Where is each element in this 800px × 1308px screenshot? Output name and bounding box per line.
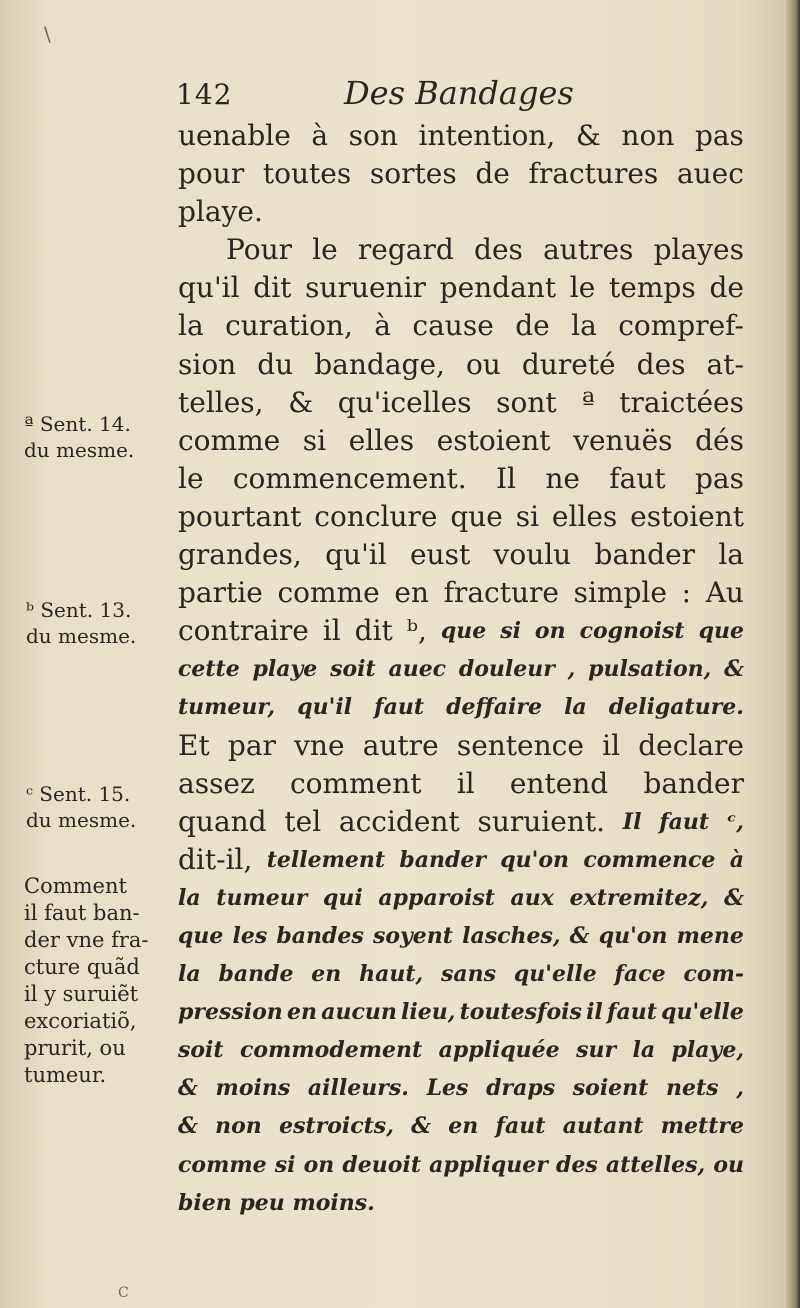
text-line bbox=[178, 612, 744, 650]
word: le bbox=[569, 271, 596, 305]
word: lieu, bbox=[401, 999, 456, 1026]
word: & bbox=[411, 1113, 431, 1140]
word: face bbox=[614, 961, 666, 988]
word: deuoit bbox=[342, 1151, 421, 1178]
word: non bbox=[215, 1113, 262, 1140]
word: qu'on bbox=[598, 922, 668, 949]
word: Les bbox=[426, 1075, 469, 1102]
body-text bbox=[178, 117, 744, 1222]
word: on bbox=[534, 618, 566, 645]
word: entend bbox=[509, 766, 609, 800]
word: dit bbox=[253, 271, 292, 305]
text-line bbox=[178, 155, 744, 193]
word: à bbox=[729, 846, 744, 873]
word: si bbox=[515, 499, 540, 533]
text-line bbox=[178, 117, 744, 155]
word: Et bbox=[178, 728, 210, 762]
text-line bbox=[178, 346, 744, 384]
word: regard bbox=[357, 233, 454, 267]
margin-note-line: ª Sent. 14. bbox=[24, 412, 131, 436]
word: autre bbox=[362, 728, 439, 762]
word: ou bbox=[713, 1151, 744, 1178]
text-line bbox=[178, 1069, 744, 1107]
word: soient bbox=[572, 1075, 649, 1102]
word: des bbox=[474, 233, 523, 267]
word: Il bbox=[622, 808, 642, 835]
word: intention, bbox=[418, 119, 556, 152]
word: pendant bbox=[439, 271, 557, 305]
word: les bbox=[232, 922, 268, 949]
word: haut, bbox=[359, 961, 424, 988]
word: pression bbox=[178, 999, 283, 1026]
word: lasches, bbox=[462, 922, 561, 949]
word: ou bbox=[465, 347, 501, 381]
word: tel bbox=[284, 804, 322, 838]
word: elles bbox=[551, 499, 618, 533]
word: sans bbox=[441, 961, 497, 988]
word: cognoist bbox=[579, 618, 685, 645]
word: & bbox=[178, 1113, 198, 1140]
word: : bbox=[681, 576, 692, 610]
word: Au bbox=[705, 576, 744, 610]
word: vne bbox=[294, 728, 345, 762]
word: qu'il bbox=[297, 694, 353, 721]
word: il bbox=[602, 728, 621, 762]
text-line bbox=[178, 269, 744, 307]
word: , bbox=[736, 1075, 744, 1102]
word: qu'on bbox=[500, 846, 570, 873]
word: simple bbox=[573, 576, 667, 610]
word: moins bbox=[215, 1075, 291, 1102]
margin-mark-bottom: C bbox=[118, 1285, 129, 1301]
word: estoient bbox=[630, 499, 744, 533]
word: en bbox=[394, 576, 429, 610]
word: qu'il bbox=[325, 538, 387, 572]
word: cause bbox=[412, 309, 494, 343]
margin-note-line: il y suruiẽt bbox=[24, 982, 139, 1006]
word: pulsation, bbox=[588, 656, 712, 683]
word: traictées bbox=[619, 385, 744, 419]
text-line bbox=[178, 841, 744, 879]
word: on bbox=[303, 1151, 335, 1178]
word: faut bbox=[609, 461, 666, 495]
text-line bbox=[178, 650, 744, 688]
word: grandes, bbox=[178, 538, 302, 572]
text-line bbox=[178, 803, 744, 841]
word: la bbox=[718, 538, 744, 572]
word: il bbox=[322, 614, 341, 648]
word: si bbox=[500, 618, 521, 645]
page-edge bbox=[786, 0, 800, 1308]
word: & bbox=[569, 922, 590, 949]
word: bande bbox=[218, 961, 294, 988]
text-line bbox=[178, 1107, 744, 1145]
word: pour bbox=[178, 157, 245, 191]
word: sont bbox=[496, 385, 557, 419]
word: de bbox=[515, 309, 550, 343]
word: playe, bbox=[671, 1037, 744, 1064]
word: des bbox=[555, 1151, 598, 1178]
word: qui bbox=[323, 884, 363, 911]
word: contraire bbox=[178, 614, 309, 648]
word: comme bbox=[178, 423, 281, 457]
word: soit bbox=[178, 1037, 224, 1064]
margin-note-summary bbox=[24, 873, 149, 1089]
word: par bbox=[227, 728, 276, 762]
text-line bbox=[178, 1031, 744, 1069]
margin-note-line: cture quãd bbox=[24, 955, 140, 979]
text-line bbox=[178, 1146, 744, 1184]
text-line bbox=[178, 193, 744, 231]
word: si bbox=[274, 1151, 296, 1178]
word: deligature. bbox=[608, 694, 744, 721]
word: de bbox=[475, 157, 510, 191]
word: com- bbox=[683, 961, 744, 988]
word: douleur bbox=[458, 656, 555, 683]
text-line bbox=[178, 536, 744, 574]
word: fracture bbox=[443, 576, 559, 610]
word: la bbox=[564, 694, 587, 721]
word: partie bbox=[178, 576, 263, 610]
text-line bbox=[178, 384, 744, 422]
word: moins. bbox=[292, 1189, 375, 1216]
margin-note-line: ᵇ Sent. 13. bbox=[26, 598, 132, 622]
word: commodement bbox=[240, 1037, 423, 1064]
margin-note-line: du mesme. bbox=[26, 808, 137, 832]
word: de bbox=[709, 271, 744, 305]
word: bandage, bbox=[314, 347, 445, 381]
word: extremitez, bbox=[569, 884, 709, 911]
word: en bbox=[286, 999, 317, 1026]
word: appliquée bbox=[438, 1037, 560, 1064]
margin-note-c bbox=[26, 781, 136, 833]
word: suruenir bbox=[305, 271, 426, 305]
word: nets bbox=[666, 1075, 719, 1102]
word: tumeur bbox=[216, 884, 308, 911]
margin-note-line: excoriatiõ, bbox=[24, 1009, 137, 1033]
word: tumeur, bbox=[178, 694, 276, 721]
word: la bbox=[178, 961, 201, 988]
word: dit bbox=[354, 614, 393, 648]
word: peu bbox=[239, 1189, 293, 1216]
word: que bbox=[698, 618, 744, 645]
word: comment bbox=[289, 766, 422, 800]
word: toutesfois bbox=[459, 999, 582, 1026]
word: estoient bbox=[436, 423, 551, 457]
text-line bbox=[178, 765, 744, 803]
word: attelles, bbox=[605, 1151, 706, 1178]
text-line bbox=[178, 574, 744, 612]
word: la bbox=[571, 309, 597, 343]
word: bien bbox=[178, 1189, 240, 1216]
margin-note-line: tumeur. bbox=[24, 1063, 107, 1087]
word: son bbox=[348, 119, 398, 152]
margin-note-line: du mesme. bbox=[24, 438, 135, 462]
text-line bbox=[178, 917, 744, 955]
word: faut bbox=[607, 999, 657, 1026]
word: & bbox=[724, 884, 744, 911]
word: ᵇ, bbox=[406, 614, 427, 648]
word: qu'elle bbox=[513, 961, 597, 988]
word: ª bbox=[581, 385, 595, 419]
word: aucun bbox=[321, 999, 397, 1026]
word: venuës bbox=[573, 423, 673, 457]
margin-mark-top: \ bbox=[44, 22, 51, 46]
word: fractures bbox=[528, 157, 659, 191]
word: bander bbox=[594, 538, 696, 572]
word: si bbox=[302, 423, 327, 457]
word: suruient. bbox=[477, 804, 606, 838]
word: & bbox=[288, 385, 314, 419]
word: Pour bbox=[226, 233, 292, 267]
word: draps bbox=[486, 1075, 556, 1102]
word: du bbox=[257, 347, 294, 381]
word: temps bbox=[609, 271, 696, 305]
margin-note-b bbox=[26, 597, 136, 649]
text-line bbox=[178, 955, 744, 993]
word: eust bbox=[409, 538, 471, 572]
word: la bbox=[178, 884, 201, 911]
word: dés bbox=[695, 423, 744, 457]
word: elles bbox=[348, 423, 415, 457]
word: pas bbox=[694, 461, 744, 495]
word: bander bbox=[643, 766, 744, 800]
page-header bbox=[176, 74, 596, 114]
word: faut bbox=[374, 694, 425, 721]
word: Il bbox=[496, 461, 517, 495]
margin-note-line: du mesme. bbox=[26, 624, 137, 648]
word: at- bbox=[706, 347, 744, 381]
word: estroicts, bbox=[279, 1113, 394, 1140]
word: dureté bbox=[521, 347, 616, 381]
word: sentence bbox=[456, 728, 584, 762]
word: à bbox=[311, 119, 329, 152]
word: commence bbox=[583, 846, 716, 873]
word: bandes bbox=[276, 922, 364, 949]
word: sion bbox=[178, 347, 237, 381]
word: comme bbox=[277, 576, 380, 610]
text-line bbox=[178, 1184, 744, 1222]
word: la bbox=[178, 309, 204, 343]
word: le bbox=[178, 461, 204, 495]
text-line bbox=[178, 879, 744, 917]
word: tellement bbox=[266, 846, 386, 873]
word: auec bbox=[676, 157, 744, 191]
word: uenable bbox=[178, 119, 291, 152]
word: qu'il bbox=[178, 271, 240, 305]
word: quand bbox=[178, 804, 267, 838]
word: à bbox=[374, 309, 391, 343]
word: apparoist bbox=[378, 884, 495, 911]
word: comme bbox=[178, 1151, 267, 1178]
text-line bbox=[178, 422, 744, 460]
text-line bbox=[178, 993, 744, 1031]
word: playes bbox=[653, 233, 744, 267]
word: & bbox=[575, 119, 601, 152]
word: autres bbox=[543, 233, 634, 267]
word: voulu bbox=[493, 538, 572, 572]
word: sortes bbox=[369, 157, 457, 191]
word: & bbox=[724, 656, 744, 683]
text-line bbox=[178, 498, 744, 536]
margin-note-line: ᶜ Sent. 15. bbox=[26, 782, 131, 806]
word: en bbox=[448, 1113, 479, 1140]
word: pourtant bbox=[178, 499, 302, 533]
word: cette bbox=[178, 656, 240, 683]
word: il bbox=[456, 766, 475, 800]
word: ailleurs. bbox=[307, 1075, 409, 1102]
word: bander bbox=[399, 846, 486, 873]
page-number: 142 bbox=[176, 78, 233, 111]
margin-note-line: Comment bbox=[24, 874, 127, 898]
word: en bbox=[311, 961, 342, 988]
word: des bbox=[636, 347, 686, 381]
word: , bbox=[567, 656, 576, 683]
word: autant bbox=[562, 1113, 644, 1140]
word: assez bbox=[178, 766, 255, 800]
word: sur bbox=[576, 1037, 617, 1064]
word: appliquer bbox=[429, 1151, 548, 1178]
word: faut bbox=[495, 1113, 546, 1140]
word: pas bbox=[694, 119, 744, 152]
word: ne bbox=[545, 461, 580, 495]
text-line bbox=[178, 688, 744, 726]
word: il bbox=[586, 999, 603, 1026]
word: mettre bbox=[660, 1113, 744, 1140]
word: playe bbox=[252, 656, 318, 683]
word: compref- bbox=[618, 309, 744, 343]
running-title: Des Bandages bbox=[344, 74, 574, 112]
word: dit-il, bbox=[178, 842, 253, 876]
word: soit bbox=[330, 656, 376, 683]
word: accident bbox=[338, 804, 460, 838]
word: que bbox=[440, 618, 487, 645]
word: qu'icelles bbox=[337, 385, 472, 419]
text-line bbox=[178, 307, 744, 345]
word: playe. bbox=[178, 195, 263, 229]
word: curation, bbox=[225, 309, 353, 343]
word: que bbox=[178, 922, 224, 949]
word: qu'elle bbox=[661, 999, 744, 1026]
word: telles, bbox=[178, 385, 264, 419]
word: deffaire bbox=[446, 694, 542, 721]
word: aux bbox=[510, 884, 554, 911]
margin-note-line: prurit, ou bbox=[24, 1036, 126, 1060]
word: la bbox=[632, 1037, 656, 1064]
text-line bbox=[178, 460, 744, 498]
word: & bbox=[178, 1075, 198, 1102]
word: que bbox=[450, 499, 503, 533]
word: declare bbox=[638, 728, 744, 762]
margin-note-line: il faut ban- bbox=[24, 901, 140, 925]
word: ᶜ, bbox=[726, 808, 744, 835]
word: mene bbox=[676, 922, 744, 949]
margin-note-a bbox=[24, 411, 134, 463]
word: conclure bbox=[314, 499, 438, 533]
margin-note-line: der vne fra- bbox=[24, 928, 149, 952]
word: soyent bbox=[372, 922, 453, 949]
text-line bbox=[178, 231, 744, 269]
word: non bbox=[621, 119, 675, 152]
word: faut bbox=[659, 808, 710, 835]
word: toutes bbox=[262, 157, 352, 191]
word: le bbox=[312, 233, 338, 267]
word: commencement. bbox=[232, 461, 467, 495]
word: auec bbox=[388, 656, 447, 683]
text-line bbox=[178, 727, 744, 765]
